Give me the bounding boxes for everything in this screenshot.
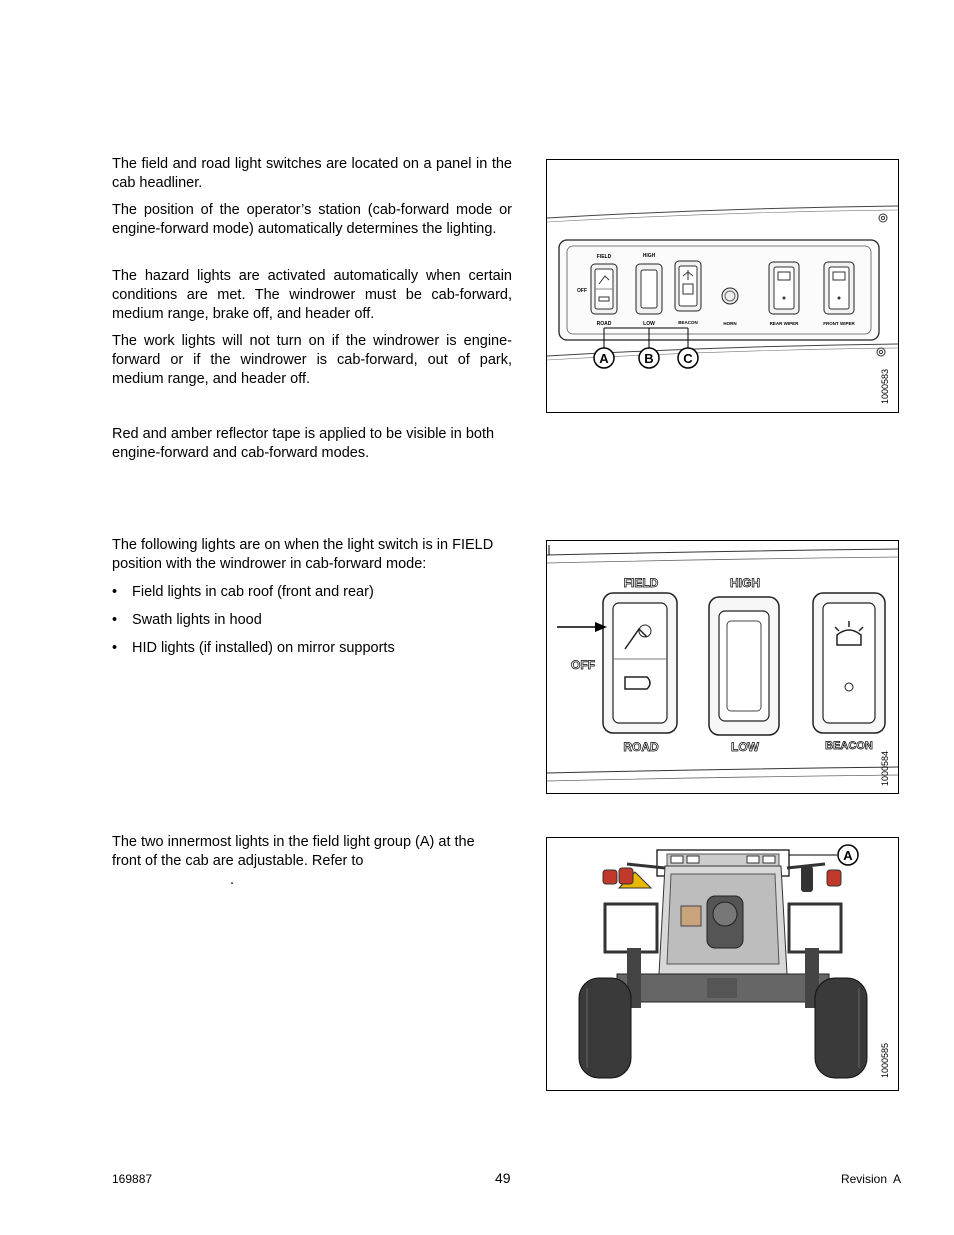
light-switch-illustration (547, 541, 898, 793)
list-item-text: HID lights (if installed) on mirror supports (132, 640, 395, 656)
label-beacon: BEACON (678, 320, 698, 325)
label-horn: HORN (723, 321, 737, 326)
paragraph-hazard-lights: The hazard lights are activated automatically when certain conditions are met. The windrower must be cab-forward, medium range, brake off, and header off. (112, 268, 512, 322)
label-high: HIGH (642, 253, 656, 259)
paragraph-field-lights-intro: The following lights are on when the light switch is in FIELD position with the windrower in cab-forward mode: (112, 537, 494, 572)
switch-panel-illustration (547, 160, 898, 412)
bullet-dot: • (112, 612, 118, 628)
windrower-illustration (547, 838, 898, 1090)
paragraph-line: front of the cab are adjustable. Refer to (112, 853, 364, 869)
label-off: OFF (571, 658, 595, 672)
paragraph-reflector-tape: Red and amber reflector tape is applied to be visible in both engine-forward and cab-forward modes. (112, 426, 495, 461)
paragraph-work-lights: The work lights will not turn on if the windrower is engine-forward or if the windrower is cab-forward, out of park, medium range, and header off. (112, 333, 512, 387)
paragraph-operator-station: The position of the operator’s station (cab-forward mode or engine-forward mode) automatically determines the lighting. (112, 202, 512, 237)
label-low: LOW (643, 321, 655, 327)
label-field: FIELD (596, 254, 612, 260)
label-road: ROAD (623, 740, 659, 754)
callout-b: B (644, 351, 654, 366)
label-front-wiper: FRONT WIPER (823, 321, 855, 326)
figure-id: 1000583 (880, 368, 890, 404)
paragraph-line: The two innermost lights in the field light group (A) at the (112, 834, 475, 850)
figure-light-switch-closeup (546, 540, 899, 794)
callout-a: A (843, 848, 853, 863)
paragraph-switch-location: The field and road light switches are located on a panel in the cab headliner. (112, 156, 512, 191)
list-item-text: Field lights in cab roof (front and rear) (132, 584, 374, 600)
figure-windrower-front (546, 837, 899, 1091)
list-item-text: Swath lights in hood (132, 612, 262, 628)
paragraph-adjustable-lights (112, 833, 512, 890)
figure-id: 1000585 (880, 1042, 890, 1078)
figure-id: 1000584 (880, 750, 890, 786)
bullet-dot: • (112, 640, 118, 656)
bullet-dot: • (112, 584, 118, 600)
label-beacon: BEACON (825, 740, 873, 752)
label-low: LOW (731, 740, 759, 754)
label-road: ROAD (596, 321, 612, 327)
paragraph-line: . (230, 872, 235, 888)
label-high: HIGH (730, 576, 760, 590)
callout-a: A (599, 351, 609, 366)
figure-switch-panel (546, 159, 899, 413)
callout-c: C (683, 351, 693, 366)
footer-revision: Revision A (840, 1172, 901, 1186)
label-rear-wiper: REAR WIPER (769, 321, 799, 326)
footer-doc-number: 169887 (112, 1172, 153, 1186)
label-field: FIELD (623, 576, 659, 590)
footer-page-number: 49 (495, 1170, 511, 1186)
label-off: OFF (577, 288, 587, 294)
